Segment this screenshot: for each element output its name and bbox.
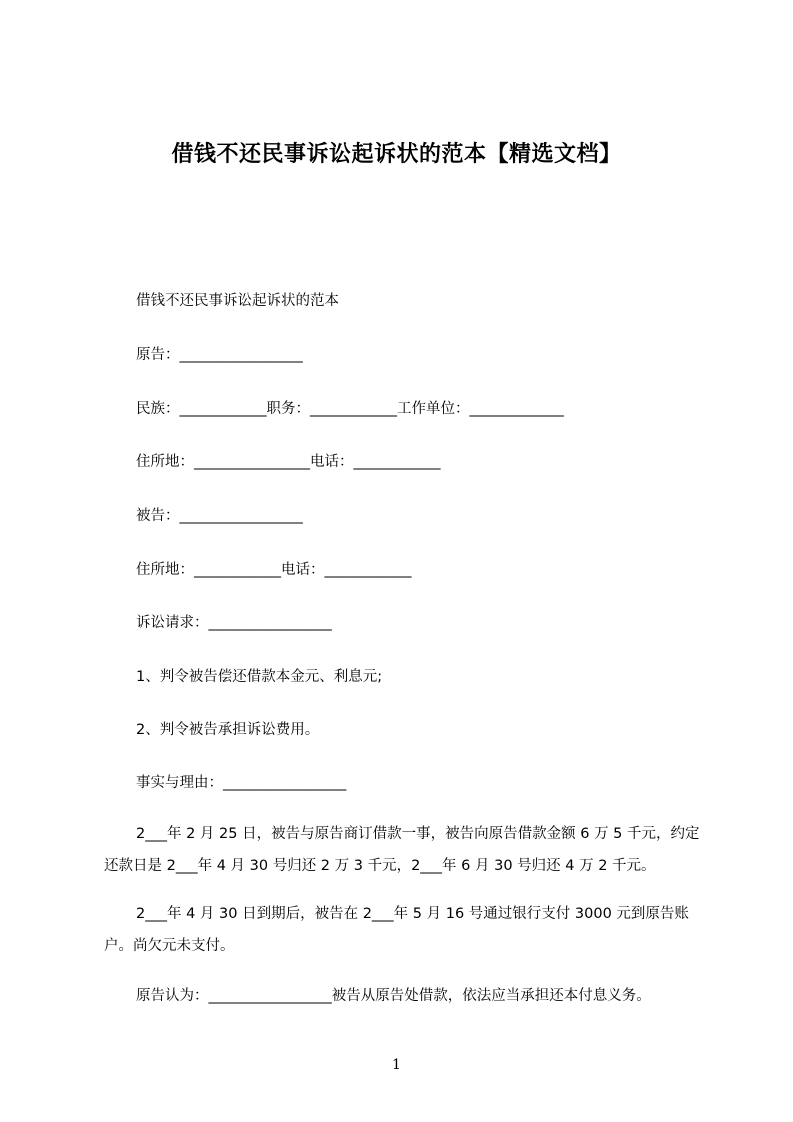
document-title: 借钱不还民事诉讼起诉状的范本【精选文档】 <box>171 142 622 167</box>
page-number: 1 <box>392 1057 401 1073</box>
document-subtitle: 借钱不还民事诉讼起诉状的范本 <box>136 293 339 309</box>
plaintiff-address-phone-line: 住所地：________________电话：____________ <box>136 454 441 470</box>
facts-paragraph-1-text: 2___年 2 月 25 日，被告与原告商订借款一事，被告向原告借款金额 6 万 5 千元，约定还款日是 2___年 4 月 30 号归还 2 万 3 千元，2___年 6 月 30 号归还 4 万 2 千元。 <box>104 826 700 874</box>
plaintiff-opinion-line: 原告认为：_________________被告从原告处借款，依法应当承担还本付息义务。 <box>136 988 651 1004</box>
plaintiff-line: 原告：_________________ <box>136 347 303 363</box>
claim-item-2: 2、判令被告承担诉讼费用。 <box>136 722 320 738</box>
claims-heading: 诉讼请求：_________________ <box>136 615 332 631</box>
defendant-line: 被告：_________________ <box>136 508 303 524</box>
facts-paragraph-2-text: 2___年 4 月 30 日到期后，被告在 2___年 5 月 16 号通过银行支付 3000 元到原告账户。尚欠元未支付。 <box>104 906 689 954</box>
facts-paragraph-2 <box>104 898 704 962</box>
defendant-address-phone-line: 住所地：____________电话：____________ <box>136 562 412 578</box>
ethnicity-position-employer-line: 民族：____________职务：____________工作单位：_____________ <box>136 401 564 417</box>
facts-paragraph-1 <box>104 818 704 882</box>
claim-item-1: 1、判令被告偿还借款本金元、利息元; <box>136 669 383 685</box>
facts-heading: 事实与理由：_________________ <box>136 775 347 791</box>
